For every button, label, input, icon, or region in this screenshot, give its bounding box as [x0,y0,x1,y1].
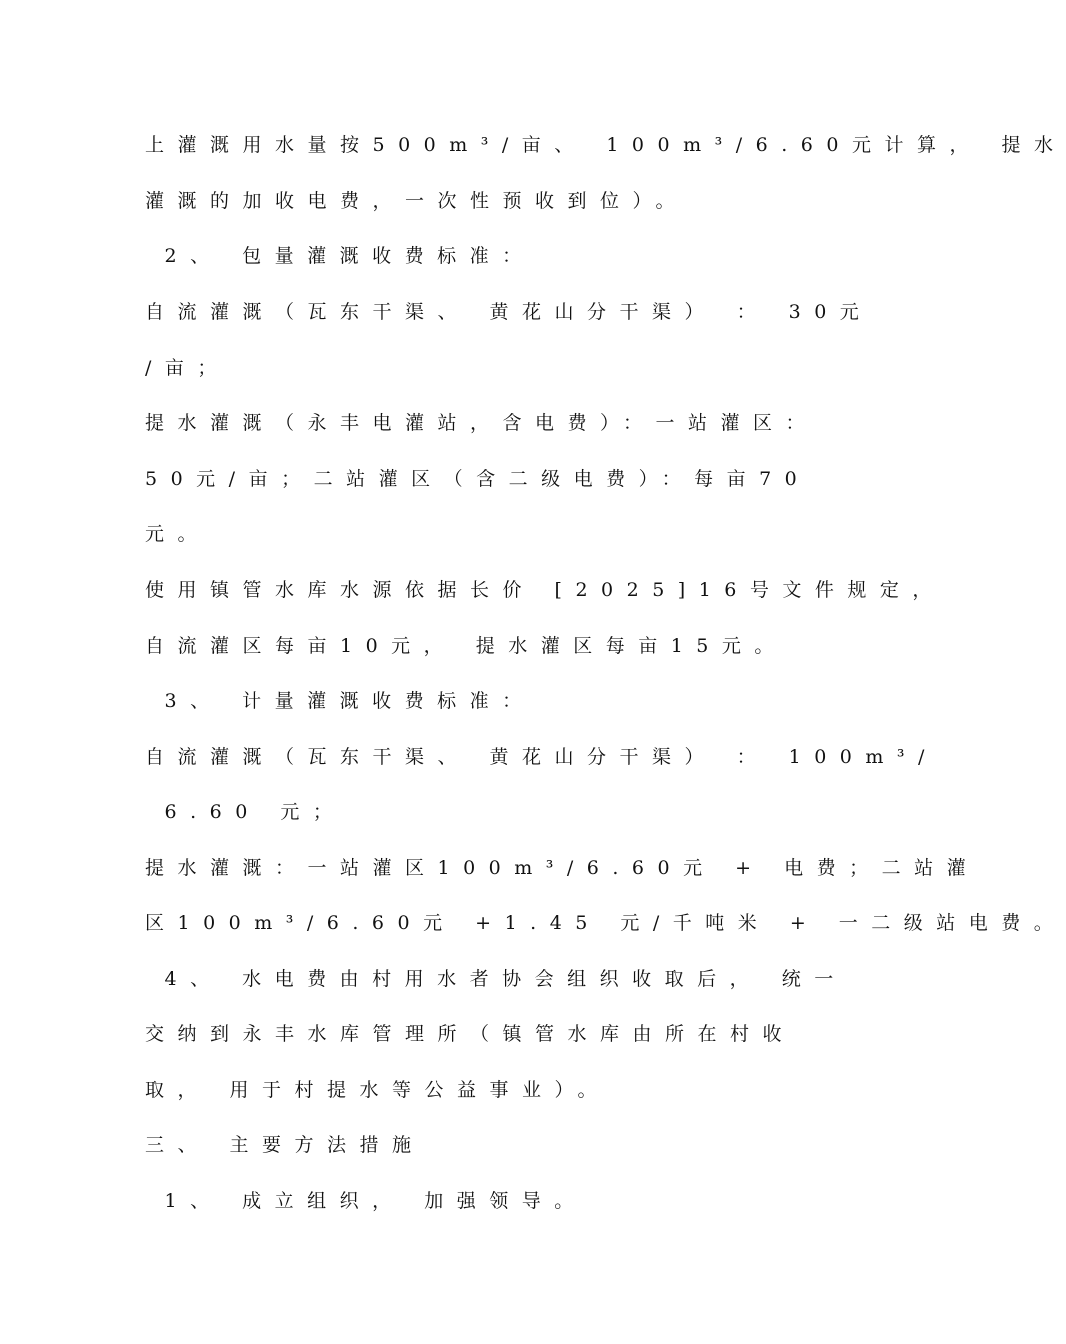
text-line-6: 提水灌溉（永丰电灌站，含电费）：一站灌区： [145,412,819,434]
section-heading: 三、 主要方法措施 [145,1134,425,1156]
text-line-15: 区100m³/6.60元 +1.45 元/千吨米 + 一二级站电费。 [145,912,1066,934]
text-line-10: 自流灌区每亩10元， 提水灌区每亩15元。 [145,635,787,657]
text-line-18: 取， 用于村提水等公益事业）。 [145,1079,611,1101]
text-line-5: /亩； [145,357,230,379]
text-line-9: 使用镇管水库水源依据长价 [2025]16号文件规定， [145,579,945,601]
text-line-12: 自流灌溉（瓦东干渠、 黄花山分干渠） ： 100m³/ [145,746,938,768]
text-line-1: 上灌溉用水量按500m³/亩、 100m³/6.60元计算， 提水 [145,134,1066,156]
text-line-13: 6.60 元； [145,801,346,823]
text-line-3: 2、 包量灌溉收费标准： [145,245,535,267]
text-line-7: 50元/亩；二站灌区（含二级电费）：每亩70 [145,468,811,490]
text-line-17: 交纳到永丰水库管理所（镇管水库由所在村收 [145,1023,796,1045]
text-line-20: 1、 成立组织， 加强领导。 [145,1190,587,1212]
text-line-16: 4、 水电费由村用水者协会组织收取后， 统一 [145,968,847,990]
text-line-8: 元。 [145,523,211,545]
text-line-14: 提水灌溉：一站灌区100m³/6.60元 + 电费；二站灌 [145,857,980,879]
text-line-4: 自流灌溉（瓦东干渠、 黄花山分干渠） ： 30元 [145,301,873,323]
text-line-2: 灌溉的加收电费，一次性预收到位）。 [145,190,689,212]
text-line-11: 3、 计量灌溉收费标准： [145,690,535,712]
